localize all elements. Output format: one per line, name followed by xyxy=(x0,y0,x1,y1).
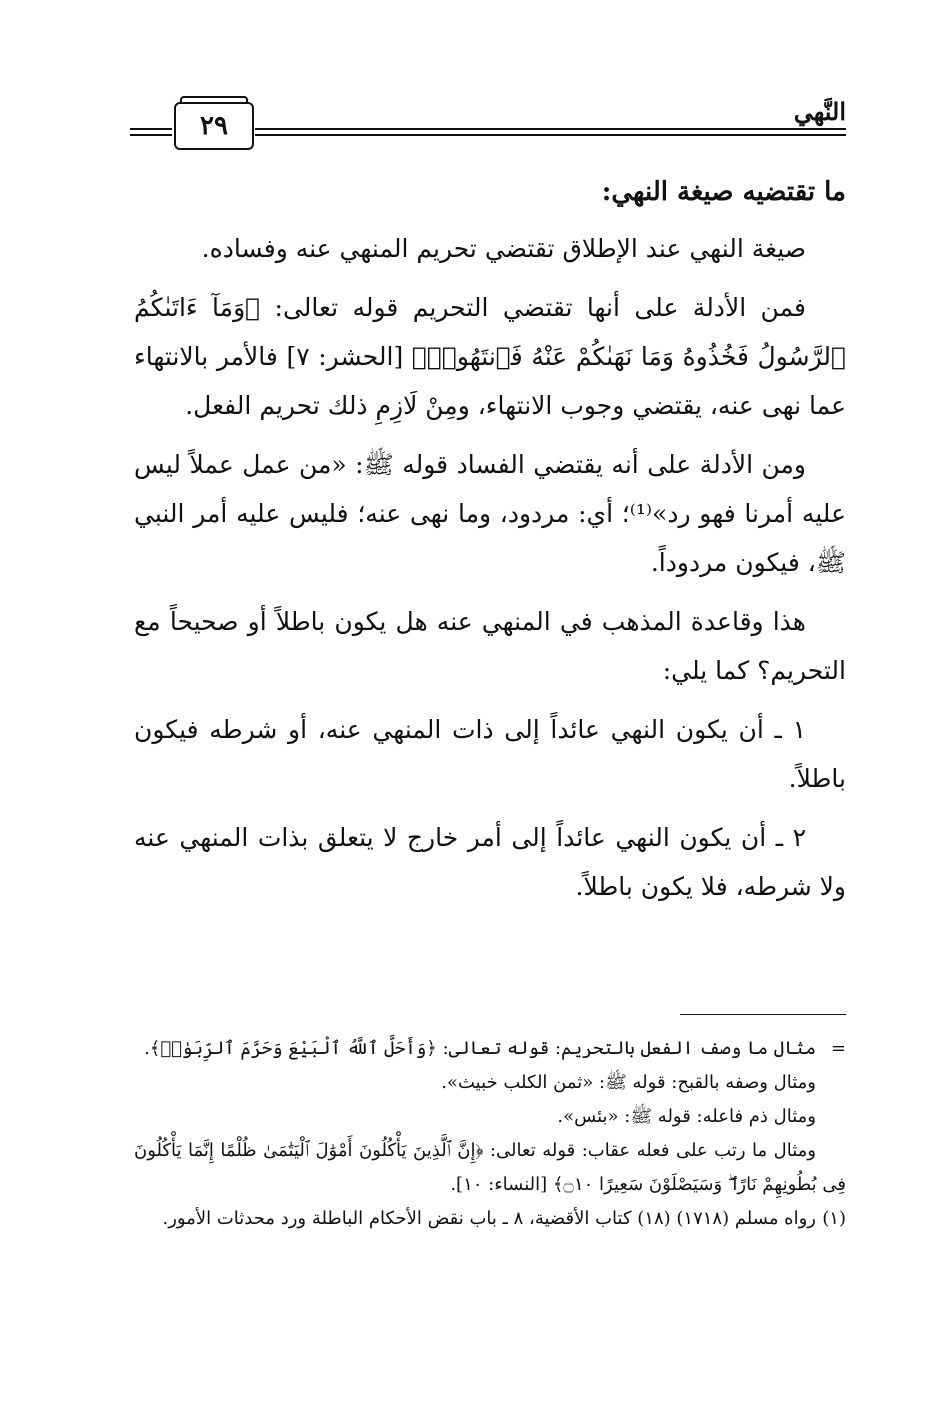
paragraph: ٢ ـ أن يكون النهي عائداً إلى أمر خارج لا يتعلق بذات المنهي عنه ولا شرطه، فلا يكون باطلاً. xyxy=(134,823,846,901)
footnote-text: رواه مسلم (١٧١٨) (١٨) كتاب الأقضية، ٨ ـ باب نقض الأحكام الباطلة ورد محدثات الأمور. xyxy=(162,1208,816,1229)
continuation-marker: = xyxy=(830,1038,846,1059)
footnote-1 xyxy=(134,1202,846,1236)
header-rule-short xyxy=(130,128,172,136)
footnote-separator xyxy=(680,1014,846,1015)
paragraph: صيغة النهي عند الإطلاق تقتضي تحريم المنهي عنه وفساده. xyxy=(201,234,806,263)
footnote-text: ومثال ما رتب على فعله عقاب: قوله تعالى: ﴿إِنَّ ٱلَّذِينَ يَأْكُلُونَ أَمْوَٰلَ ٱلْيَتَٰمَىٰ ظُلْمًا إِنَّمَا يَأْكُلُونَ فِى بُطُونِهِمْ نَارًا ۖ وَسَيَصْلَوْنَ سَعِيرًا ۝١٠﴾ [النساء: ١٠]. xyxy=(134,1140,846,1195)
paragraph: ١ ـ أن يكون النهي عائداً إلى ذات المنهي عنه، أو شرطه فيكون باطلاً. xyxy=(134,715,846,793)
paragraph: فمن الأدلة على أنها تقتضي التحريم قوله تعالى: ﴿وَمَآ ءَاتَىٰكُمُ ٱلرَّسُولُ فَخُذُوهُ وَمَا نَهَىٰكُمْ عَنْهُ فَٱنتَهُوا۟﴾ [الحشر: ٧] فالأمر بالانتهاء عما نهى عنه، يقتضي وجوب الانتهاء، ومِنْ لَازِمِ ذلك تحريم الفعل. xyxy=(134,293,847,420)
footnote-number: (١) xyxy=(822,1208,846,1229)
main-text xyxy=(134,172,846,921)
footnote-text: ومثال ذم فاعله: قوله ﷺ: «بئس». xyxy=(557,1106,816,1127)
section-heading: ما تقتضيه صيغة النهي: xyxy=(601,177,846,207)
page-number-frame xyxy=(174,102,254,150)
footnote-text: مثال ما وصف الفعل بالتحريم: قوله تعالى: ﴿وَأَحَلَّ ٱللَّهُ ٱلْبَيْعَ وَحَرَّمَ ٱلرِّبَوٰا۟﴾. xyxy=(144,1038,816,1059)
header-rule xyxy=(255,128,846,136)
page-number: ٢٩ xyxy=(200,111,228,141)
paragraph: هذا وقاعدة المذهب في المنهي عنه هل يكون باطلاً أو صحيحاً مع التحريم؟ كما يلي: xyxy=(134,607,846,685)
paragraph: ومن الأدلة على أنه يقتضي الفساد قوله ﷺ: «من عمل عملاً ليس عليه أمرنا فهو رد»⁽¹⁾؛ أي: مردود، وما نهى عنه؛ فليس عليه أمر النبي ﷺ، فيكون مردوداً. xyxy=(134,450,846,577)
footnote-continuation xyxy=(134,1032,846,1066)
footnote-text: ومثال وصفه بالقبح: قوله ﷺ: «ثمن الكلب خبيث». xyxy=(441,1072,816,1093)
chapter-title: النَّهي xyxy=(793,97,846,126)
footnotes xyxy=(134,1032,846,1236)
page-header xyxy=(130,96,846,156)
